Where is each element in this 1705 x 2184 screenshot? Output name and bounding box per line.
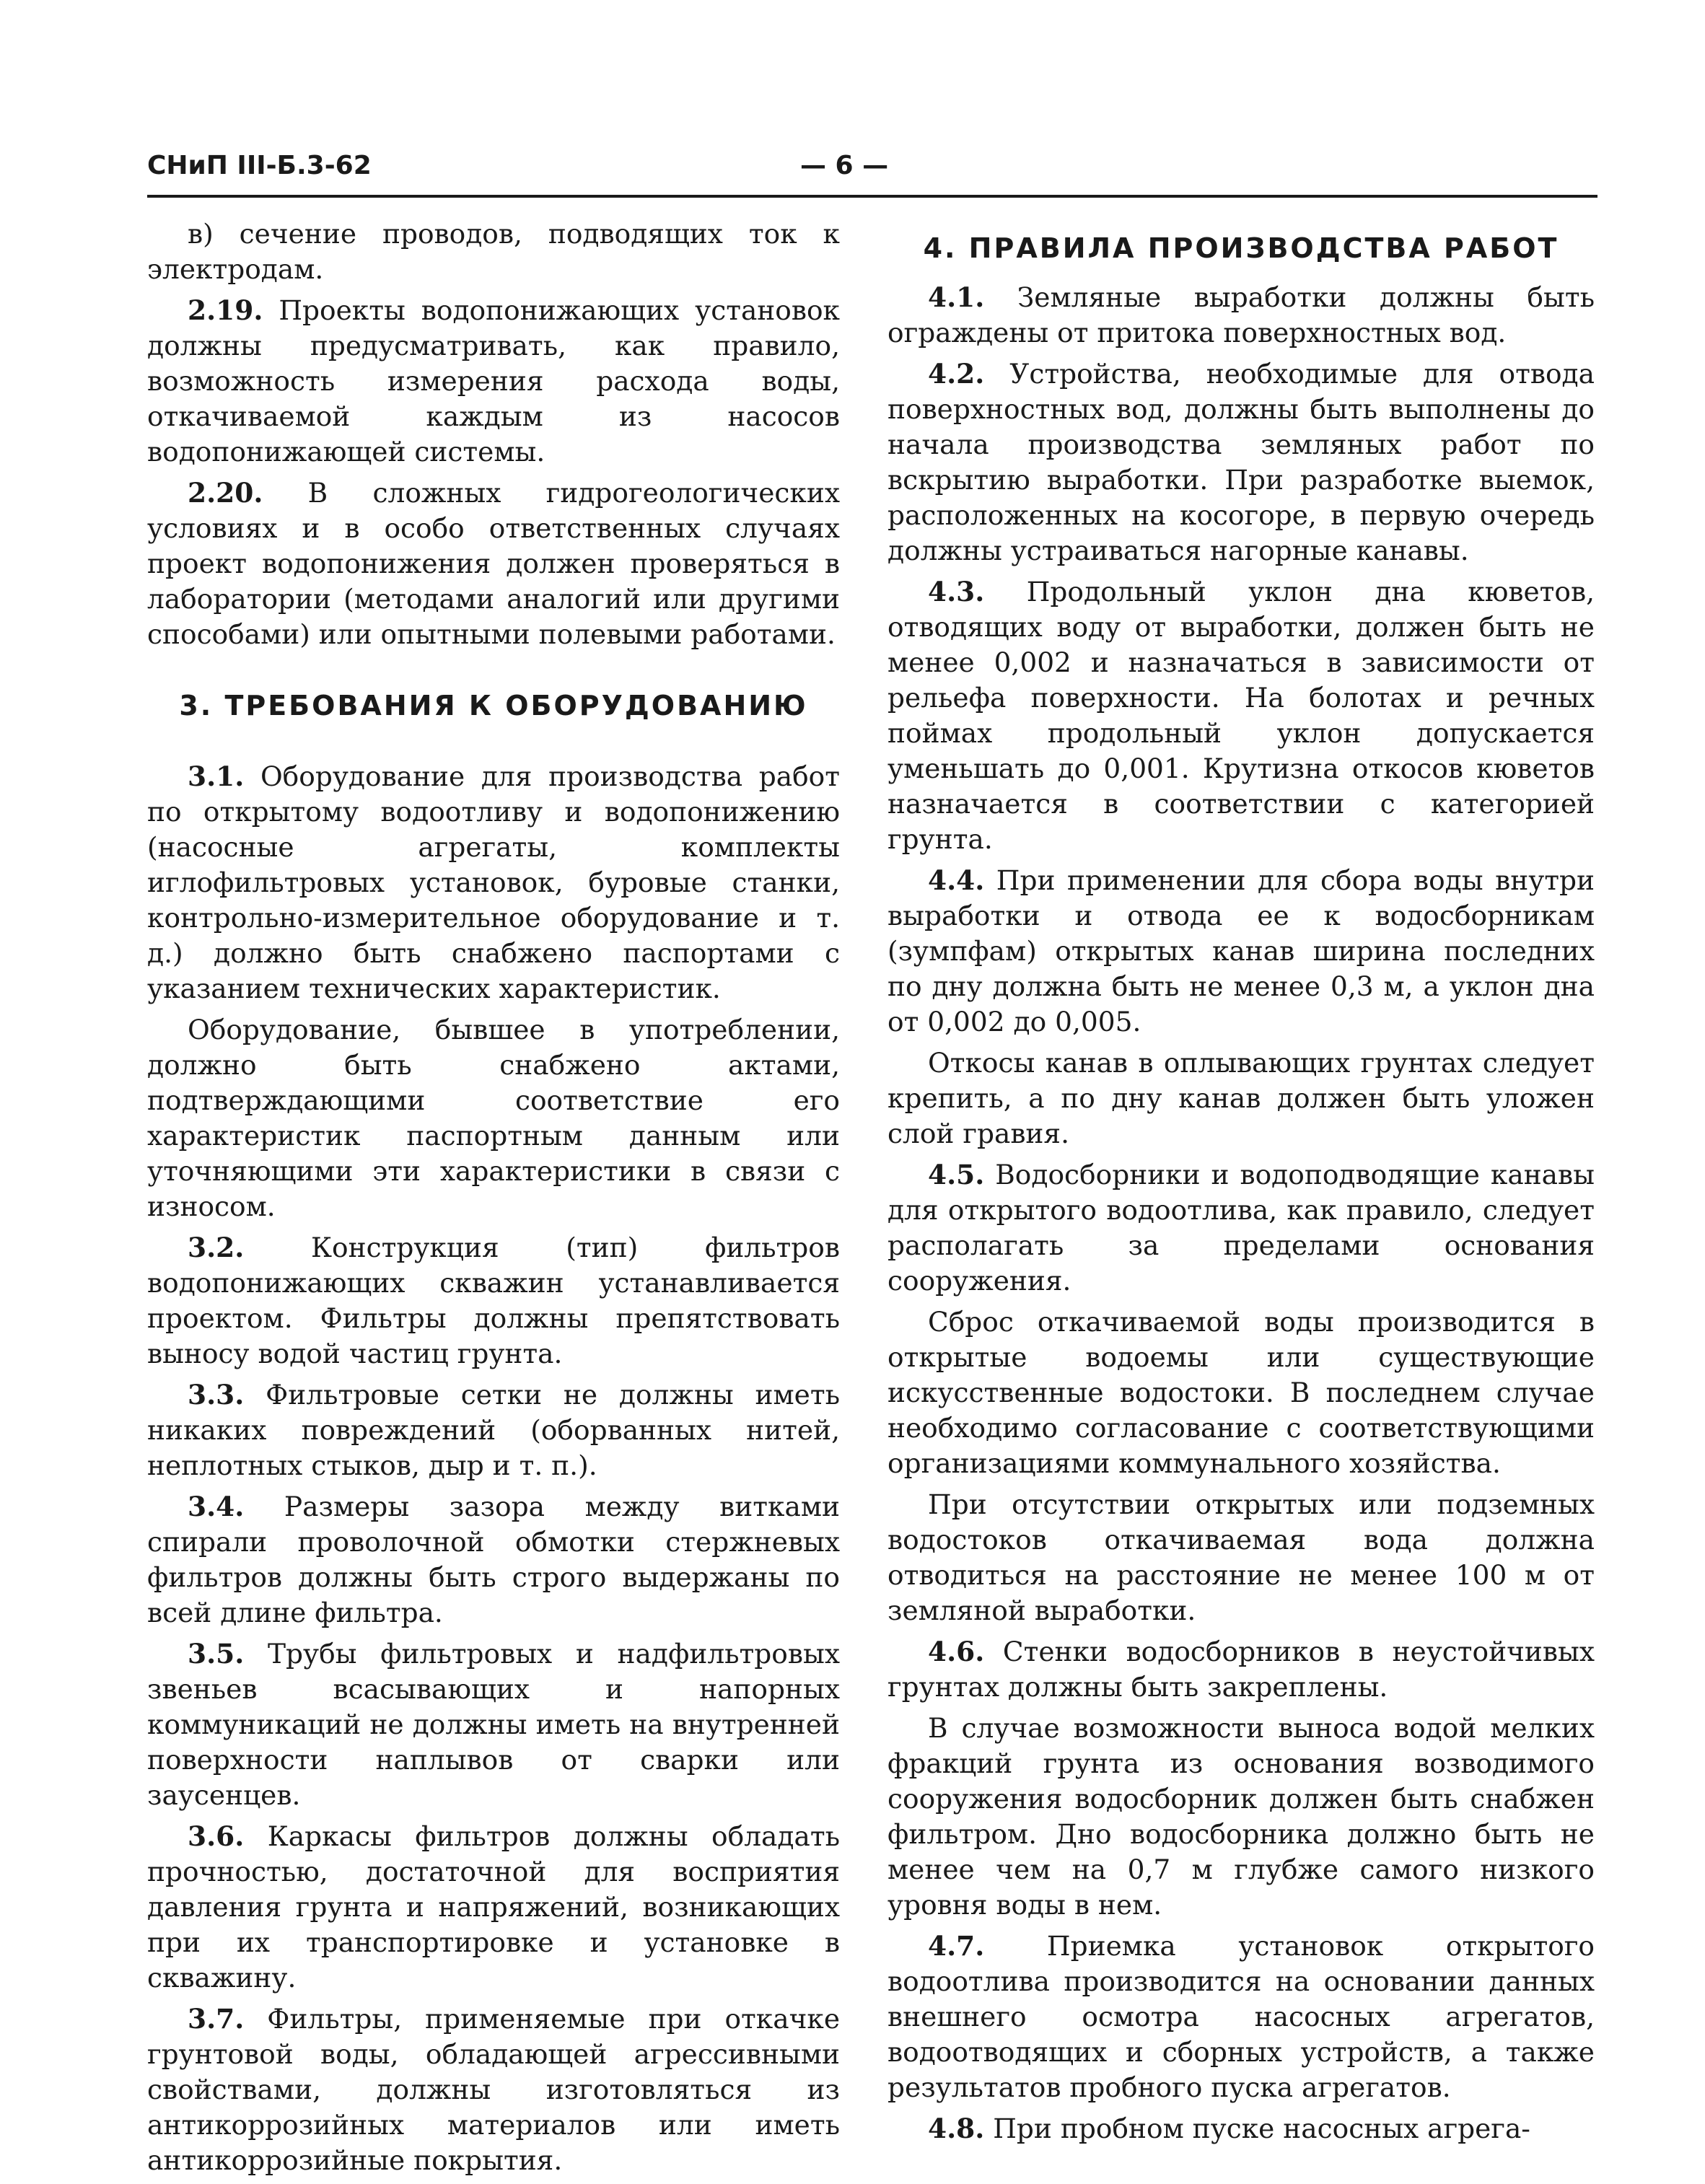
clause-number: 4.7. [928,1930,985,1962]
clause-number: 2.20. [188,477,263,509]
paragraph-4-7: 4.7. Приемка установок открытого водоотлива производится на основании данных внешнего осмотра насосных агрегатов, водоотводящих и сборных устройств, а также результатов пробного пуска агрегатов. [887,1930,1595,2103]
clause-number: 4.2. [928,358,985,390]
clause-number: 3.6. [188,1820,245,1852]
paragraph: Откосы канав в оплывающих грунтах следует крепить, а по дну канав должен быть уложен слой гравия. [887,1047,1595,1149]
clause-number: 4.4. [928,864,985,896]
clause-number: 4.8. [928,2113,985,2144]
clause-number: 4.3. [928,576,985,608]
paragraph-4-3: 4.3. Продольный уклон дна кюветов, отводящих воду от выработки, должен быть не менее 0,002 и назначаться в зависимости от рельефа поверхности. На болотах и речных поймах продольный уклон допускается уменьшать до 0,001. Крутизна откосов кюветов назначается в соответствии с категорией грунта. [887,576,1595,855]
paragraph: В случае возможности выноса водой мелких фракций грунта из основания возводимого сооружения водосборник должен быть снабжен фильтром. Дно водосборника должно быть не менее чем на 0,7 м глубже самого низкого уровня воды в нем. [887,1712,1595,1921]
paragraph-4-8: 4.8. При пробном пуске насосных агрега- [928,2113,1530,2144]
paragraph-3-3: 3.3. Фильтровые сетки не должны иметь никаких повреждений (оборванных нитей, неплотных стыков, дыр и т. п.). [147,1379,841,1481]
left-column [147,216,840,2184]
right-column [887,216,1595,2152]
paragraph-3-7: 3.7. Фильтры, применяемые при откачке грунтовой воды, обладающей агрессивными свойствами, должны изготовляться из антикоррозийных материалов или иметь антикоррозийные покрытия. [147,2003,841,2176]
clause-number: 2.19. [188,294,263,326]
paragraph-4-1: 4.1. Земляные выработки должны быть ограждены от притока поверхностных вод. [887,281,1595,348]
clause-number: 3.4. [188,1491,245,1522]
paragraph-4-2: 4.2. Устройства, необходимые для отвода поверхностных вод, должны быть выполнены до начала производства земляных работ по вскрытию выработки. При разработке выемок, расположенных на косогоре, в первую очередь должны устраиваться нагорные канавы. [887,358,1595,566]
clause-number: 3.5. [188,1638,245,1670]
document-code: СНиП III-Б.3-62 [147,151,372,180]
paragraph-2-20: 2.20. В сложных гидрогеологических условиях и в особо ответственных случаях проект водопонижения должен проверяться в лаборатории (методами аналогий или другими способами) или опытными полевыми работами. [147,477,841,650]
clause-number: 4.5. [928,1159,985,1190]
paragraph: в) сечение проводов, подводящих ток к электродам. [147,218,840,285]
header-rule [147,195,1597,198]
page-number: — 6 — [800,151,889,180]
paragraph-3-2: 3.2. Конструкция (тип) фильтров водопонижающих скважин устанавливается проектом. Фильтры должны препятствовать выносу водой частиц грунта. [147,1232,840,1369]
paragraph-2-19: 2.19. Проекты водопонижающих установок должны предусматривать, как правило, возможность измерения расхода воды, откачиваемой каждым из насосов водопонижающей системы. [147,294,840,468]
section-heading-3: 3. ТРЕБОВАНИЯ К ОБОРУДОВАНИЮ [179,690,808,722]
paragraph: При отсутствии открытых или подземных водостоков откачиваемая вода должна отводиться на расстояние не менее 100 м от земляной выработки. [887,1488,1595,1626]
paragraph: Сброс откачиваемой воды производится в открытые водоемы или существующие искусственные водостоки. В последнем случае необходимо согласование с соответствующими организациями коммунального хозяйства. [887,1306,1595,1479]
paragraph-3-4: 3.4. Размеры зазора между витками спирали проволочной обмотки стержневых фильтров должны быть строго выдержаны по всей длине фильтра. [147,1491,840,1628]
paragraph-3-6: 3.6. Каркасы фильтров должны обладать прочностью, достаточной для восприятия давления грунта и напряжений, возникающих при их транспортировке и установке в скважину. [147,1820,840,1994]
clause-number: 4.6. [928,1636,985,1667]
paragraph: Оборудование, бывшее в употреблении, должно быть снабжено актами, подтверждающими соответствие его характеристик паспортным данным или уточняющими эти характеристики в связи с износом. [147,1014,840,1222]
clause-number: 3.3. [188,1379,245,1411]
section-heading-4: 4. ПРАВИЛА ПРОИЗВОДСТВА РАБОТ [923,232,1559,264]
clause-number: 3.7. [188,2003,245,2035]
paragraph-3-5: 3.5. Трубы фильтровых и надфильтровых звеньев всасывающих и напорных коммуникаций не должны иметь на внутренней поверхности наплывов от сварки или заусенцев. [147,1638,840,1811]
paragraph-4-5: 4.5. Водосборники и водоподводящие канавы для открытого водоотлива, как правило, следует располагать за пределами основания сооружения. [887,1159,1595,1297]
page-header [147,144,1597,188]
clause-number: 3.1. [188,760,245,792]
paragraph-3-1: 3.1. Оборудование для производства работ по открытому водоотливу и водопонижению (насосные агрегаты, комплекты иглофильтровых установок, буровые станки, контрольно-измерительное оборудование и т. д.) должно быть снабжено паспортами с указанием технических характеристик. [147,760,840,1004]
clause-number: 3.2. [188,1232,245,1263]
paragraph-4-4: 4.4. При применении для сбора воды внутри выработки и отвода ее к водосборникам (зумпфам) открытых канав ширина последних по дну должна быть не менее 0,3 м, а уклон дна от 0,002 до 0,005. [887,864,1595,1038]
paragraph-4-6: 4.6. Стенки водосборников в неустойчивых грунтах должны быть закреплены. [887,1636,1595,1703]
clause-number: 4.1. [928,281,985,313]
